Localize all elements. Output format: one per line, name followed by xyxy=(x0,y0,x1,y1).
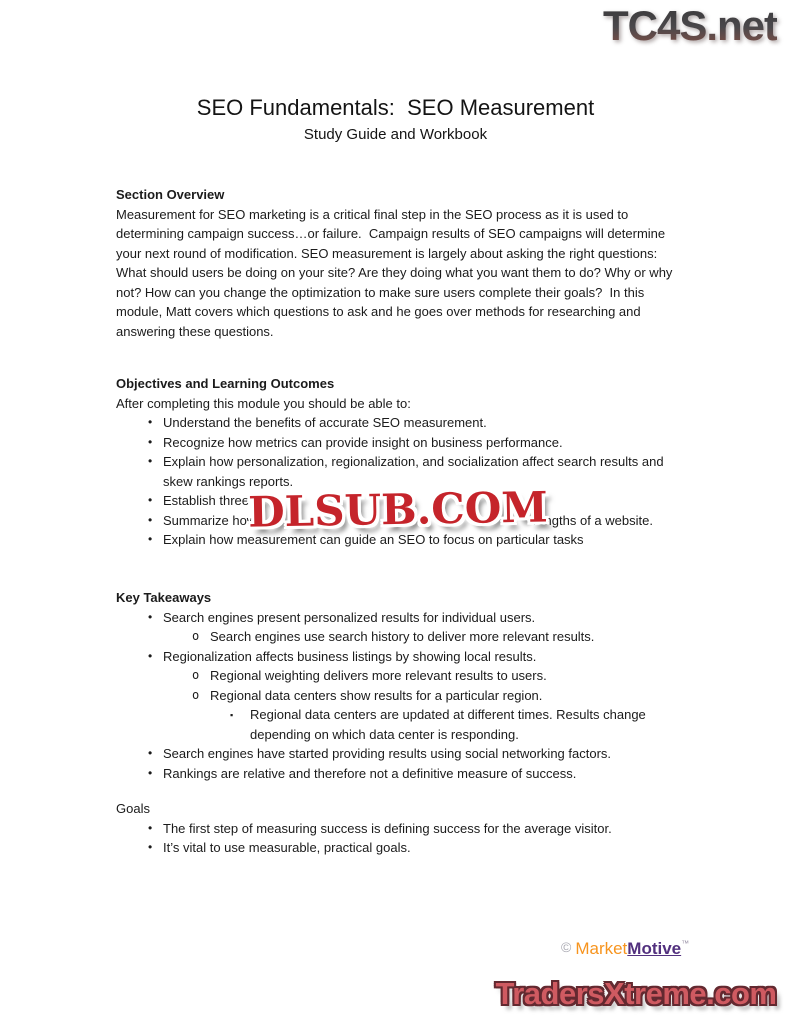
bullet-icon: • xyxy=(148,648,153,663)
list-item-text: It’s vital to use measurable, practical goals. xyxy=(163,840,411,855)
bullet-icon: • xyxy=(148,532,153,546)
list-item-text: Search engines use search history to deliver more relevant results. xyxy=(210,629,595,644)
bullet-icon: • xyxy=(148,746,153,760)
obscured-text-fragment: rengths of a website. xyxy=(533,512,653,528)
list-item-text: Summarize how xyxy=(163,512,257,528)
list-item xyxy=(116,666,682,686)
bullet-icon: • xyxy=(148,840,153,854)
list-item xyxy=(116,705,682,744)
section-overview xyxy=(116,185,682,341)
list-item-text: Explain how personalization, regionalization, and socialization affect search results and skew rankings reports. xyxy=(163,454,664,489)
list-item xyxy=(116,686,682,706)
copyright-icon: © xyxy=(561,939,572,955)
section-key-takeaways xyxy=(116,588,682,783)
list-item xyxy=(116,819,682,839)
list-item-text: Establish three xyxy=(163,493,249,508)
page-subtitle: Study Guide and Workbook xyxy=(303,126,488,143)
list-item xyxy=(116,413,682,433)
bullet-icon: • xyxy=(148,512,153,527)
dlsub-watermark xyxy=(249,477,548,540)
goals-bullet-list xyxy=(116,819,682,858)
list-item-text: The first step of measuring success is defining success for the average visitor. xyxy=(163,820,612,836)
bullet-icon: o xyxy=(192,629,200,643)
list-item-text: Regional data centers show results for a particular region. xyxy=(210,687,543,703)
list-item xyxy=(116,647,682,667)
list-item xyxy=(116,764,682,784)
takeaways-bullet-list xyxy=(116,608,682,784)
list-item xyxy=(116,433,682,453)
list-item-text: Recognize how metrics can provide insight on business performance. xyxy=(163,434,563,450)
goals-heading: Goals xyxy=(116,801,150,816)
section-goals xyxy=(116,799,682,858)
tc4s-logo: TC4S.net xyxy=(602,2,777,49)
bullet-icon: • xyxy=(148,434,153,449)
section-overview-heading: Section Overview xyxy=(116,187,225,202)
list-item-text: Regionalization affects business listings by showing local results. xyxy=(163,648,537,664)
bullet-icon: • xyxy=(148,820,153,835)
list-item-text: Search engines present personalized results for individual users. xyxy=(163,609,536,625)
marketmotive-logo-motive: Motive xyxy=(627,939,682,958)
marketmotive-logo-market: Market xyxy=(575,939,628,958)
list-item xyxy=(116,744,682,764)
list-item-text: Regional weighting delivers more relevant results to users. xyxy=(210,668,547,683)
list-item-text: Regional data centers are updated at different times. Results change depending on which data center is responding. xyxy=(250,707,646,742)
list-item-text: Understand the benefits of accurate SEO measurement. xyxy=(163,415,487,430)
list-item-text: Search engines have started providing results using social networking factors. xyxy=(163,746,612,761)
bullet-icon: • xyxy=(148,493,153,507)
bullet-icon: ▪ xyxy=(230,710,234,720)
bullet-icon: • xyxy=(148,609,153,624)
bullet-icon: • xyxy=(148,765,153,780)
list-item xyxy=(116,838,682,858)
section-overview-body: Measurement for SEO marketing is a critical final step in the SEO process as it is used to determining campaign success…or failure. Campaign results of SEO campaigns will determine your next round of modification. SEO measurement is largely about asking the right questions: What should users be doing on your site? Are they doing what you want them to do? Why or why not? How can you change the optimization to make sure users complete their goals? In this module, Matt covers which questions to ask and he goes over methods for researching and answering these questions. xyxy=(116,206,677,339)
tradersxtreme-logo: TradersXtreme.com xyxy=(495,976,777,1011)
list-item-text: Explain how measurement can guide an SEO to focus on particular tasks xyxy=(163,532,584,547)
key-takeaways-heading: Key Takeaways xyxy=(116,590,212,605)
bullet-icon: o xyxy=(192,687,200,702)
dlsub-watermark-text: DLSUB.COM xyxy=(247,481,549,537)
list-item xyxy=(116,627,682,647)
page-title: SEO Fundamentals: SEO Measurement xyxy=(196,95,595,120)
bullet-icon: o xyxy=(192,668,200,682)
bullet-icon: • xyxy=(148,454,153,468)
bullet-icon: • xyxy=(148,415,153,429)
list-item-text: Rankings are relative and therefore not a definitive measure of success. xyxy=(163,765,577,781)
list-item xyxy=(116,608,682,628)
objectives-intro: After completing this module you should be able to: xyxy=(116,395,411,411)
trademark-icon: ™ xyxy=(681,939,690,948)
marketmotive-logo xyxy=(561,939,689,959)
objectives-heading: Objectives and Learning Outcomes xyxy=(116,376,335,391)
title-block xyxy=(0,94,791,145)
